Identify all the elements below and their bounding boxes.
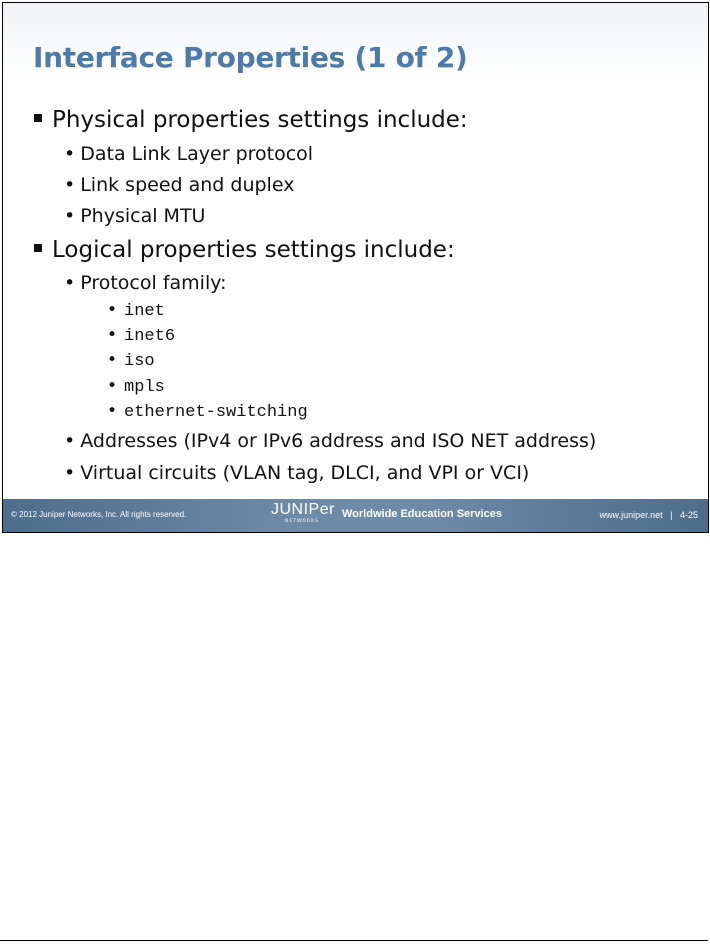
protocol-iso: • iso (107, 350, 155, 371)
bullet-dot-icon: • (107, 325, 118, 345)
bullet-dot-icon: • (64, 272, 76, 294)
bullet-dot-icon: • (64, 205, 76, 227)
square-bullet-icon (34, 114, 42, 122)
slide-title: Interface Properties (1 of 2) (33, 41, 468, 74)
sub-bullet-protocol-family: • Protocol family: (64, 272, 227, 294)
bullet-dot-icon: • (107, 401, 118, 421)
bullet-logical-properties: Logical properties settings include: (34, 237, 455, 263)
sub-bullet-virtual-circuits: • Virtual circuits (VLAN tag, DLCI, and VPI or VCI) (64, 462, 530, 484)
slide (2, 2, 709, 533)
page-bottom-rule (0, 940, 708, 941)
page-number: 4-25 (679, 510, 698, 520)
page-reference (600, 510, 698, 520)
sub-bullet-link-speed: • Link speed and duplex (64, 174, 295, 196)
logo-wordmark: JUNIPer (271, 501, 335, 518)
copyright-notice: © 2012 Juniper Networks, Inc. All rights reserved. (11, 510, 187, 519)
bullet-dot-icon: • (64, 430, 76, 452)
bullet-dot-icon: • (107, 300, 118, 320)
sub-bullet-data-link: • Data Link Layer protocol (64, 143, 314, 165)
protocol-mpls: • mpls (107, 376, 165, 397)
slide-footer (3, 499, 708, 532)
website-link: www.juniper.net (599, 510, 663, 520)
sub-bullet-addresses: • Addresses (IPv4 or IPv6 address and ISO NET address) (64, 430, 597, 452)
bullet-dot-icon: • (64, 462, 76, 484)
protocol-ethernet-switching: • ethernet-switching (107, 401, 308, 422)
protocol-inet: • inet (107, 300, 165, 321)
footer-separator: | (670, 510, 673, 520)
bullet-dot-icon: • (64, 174, 76, 196)
square-bullet-icon (34, 244, 42, 252)
bullet-physical-properties: Physical properties settings include: (34, 107, 468, 133)
education-services-label: Worldwide Education Services (342, 508, 502, 520)
bullet-dot-icon: • (107, 350, 118, 370)
sub-bullet-physical-mtu: • Physical MTU (64, 205, 206, 227)
bullet-dot-icon: • (64, 143, 76, 165)
logo-subtext: NETWORKS (285, 519, 319, 524)
juniper-logo (271, 501, 333, 525)
protocol-inet6: • inet6 (107, 325, 176, 346)
bullet-dot-icon: • (107, 376, 118, 396)
